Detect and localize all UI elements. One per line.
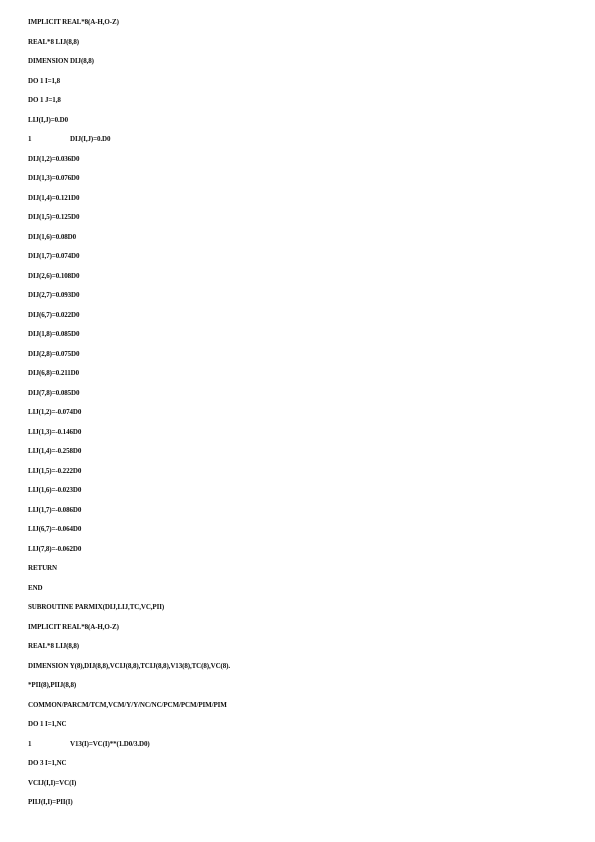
- code-line: [28, 369, 230, 389]
- fortran-code-listing: [28, 18, 230, 818]
- code-line: [28, 330, 230, 350]
- code-statement: REAL*8 LIJ(8,8): [28, 37, 80, 46]
- code-line: [28, 467, 230, 487]
- code-statement: RETURN: [28, 564, 57, 572]
- code-statement: REAL*8 LIJ(8,8): [28, 642, 80, 650]
- code-line: [28, 272, 230, 292]
- code-statement: LIJ(1,6)=-0.023D0: [28, 486, 82, 494]
- code-line: [28, 408, 230, 428]
- code-statement: LIJ(1,4)=-0.258D0: [28, 447, 82, 455]
- code-statement: IMPLICIT REAL*8(A-H,O-Z): [28, 18, 119, 26]
- code-line: [28, 486, 230, 506]
- code-statement: VCIJ(I,I)=VC(I): [28, 778, 77, 787]
- code-line: [28, 135, 230, 155]
- code-statement: END: [28, 583, 43, 592]
- code-line: [28, 603, 230, 623]
- code-line: [28, 584, 230, 604]
- code-statement: DIJ(2,7)=0.093D0: [28, 291, 80, 299]
- code-statement: DIJ(1,3)=0.076D0: [28, 174, 80, 182]
- code-line: [28, 350, 230, 370]
- code-line: [28, 96, 230, 116]
- code-line: [28, 642, 230, 662]
- code-line: [28, 155, 230, 175]
- code-line: [28, 194, 230, 214]
- code-statement: LIJ(6,7)=-0.064D0: [28, 525, 82, 533]
- code-statement: *PII(8),PIIJ(8,8): [28, 681, 77, 689]
- code-statement: DIJ(1,6)=0.08D0: [28, 232, 76, 241]
- code-line: [28, 233, 230, 253]
- code-line: [28, 18, 230, 38]
- code-statement: DO 1 I=1,NC: [28, 720, 67, 728]
- code-statement: IMPLICIT REAL*8(A-H,O-Z): [28, 622, 119, 631]
- code-line: [28, 38, 230, 58]
- code-line: [28, 798, 230, 818]
- code-statement: DIJ(1,4)=0.121D0: [28, 193, 80, 202]
- code-statement: PIIJ(I,I)=PII(I): [28, 798, 73, 806]
- code-line: [28, 740, 230, 760]
- code-line: [28, 506, 230, 526]
- code-line: [28, 389, 230, 409]
- code-line: [28, 57, 230, 77]
- code-line: [28, 779, 230, 799]
- code-line: [28, 662, 230, 682]
- code-line: [28, 525, 230, 545]
- code-statement: LIJ(I,J)=0.D0: [28, 115, 69, 124]
- code-line: [28, 174, 230, 194]
- code-statement: LIJ(7,8)=-0.062D0: [28, 544, 82, 553]
- code-statement: DIJ(1,7)=0.074D0: [28, 252, 80, 260]
- code-line: [28, 252, 230, 272]
- code-line: [28, 447, 230, 467]
- code-statement: DO 3 I=1,NC: [28, 759, 67, 767]
- code-statement: DIJ(1,5)=0.125D0: [28, 213, 80, 221]
- code-line: [28, 720, 230, 740]
- code-statement: DIJ(2,8)=0.075D0: [28, 349, 80, 358]
- code-line: [28, 311, 230, 331]
- code-statement: DIJ(6,8)=0.211D0: [28, 369, 79, 377]
- code-statement: LIJ(1,5)=-0.222D0: [28, 466, 82, 475]
- code-statement: DIMENSION DIJ(8,8): [28, 57, 94, 65]
- code-statement: LIJ(1,3)=-0.146D0: [28, 427, 82, 436]
- code-line: [28, 701, 230, 721]
- code-line: [28, 291, 230, 311]
- statement-label: 1: [28, 739, 32, 748]
- code-statement: DIJ(1,2)=0.036D0: [28, 154, 80, 163]
- code-statement: DIMENSION Y(8),DIJ(8,8),VCIJ(8,8),TCIJ(8,8),V13(8),TC(8),VC(8).: [28, 661, 231, 670]
- code-line: [28, 623, 230, 643]
- code-line: [28, 77, 230, 97]
- code-line: [28, 213, 230, 233]
- code-statement: DIJ(I,J)=0.D0: [70, 135, 111, 143]
- code-statement: SUBROUTINE PARMIX(DIJ,LIJ,TC,VC,PII): [28, 603, 165, 611]
- code-line: [28, 681, 230, 701]
- code-line: [28, 545, 230, 565]
- code-line: [28, 564, 230, 584]
- code-statement: V13(I)=VC(I)**(1.D0/3.D0): [70, 739, 150, 748]
- code-statement: DIJ(7,8)=0.085D0: [28, 388, 80, 397]
- code-statement: DIJ(6,7)=0.022D0: [28, 310, 80, 319]
- code-statement: DO 1 J=1,8: [28, 96, 61, 104]
- code-line: [28, 759, 230, 779]
- code-statement: LIJ(1,2)=-0.074D0: [28, 408, 82, 416]
- code-statement: LIJ(1,7)=-0.086D0: [28, 505, 82, 514]
- code-line: [28, 428, 230, 448]
- code-statement: DIJ(2,6)=0.108D0: [28, 271, 80, 280]
- code-statement: DO 1 I=1,8: [28, 76, 60, 85]
- statement-label: 1: [28, 135, 32, 143]
- code-line: [28, 116, 230, 136]
- code-statement: DIJ(1,8)=0.085D0: [28, 330, 80, 338]
- code-statement: COMMON/PARCM/TCM,VCM/Y/Y/NC/NC/PCM/PCM/PIM/PIM: [28, 700, 227, 709]
